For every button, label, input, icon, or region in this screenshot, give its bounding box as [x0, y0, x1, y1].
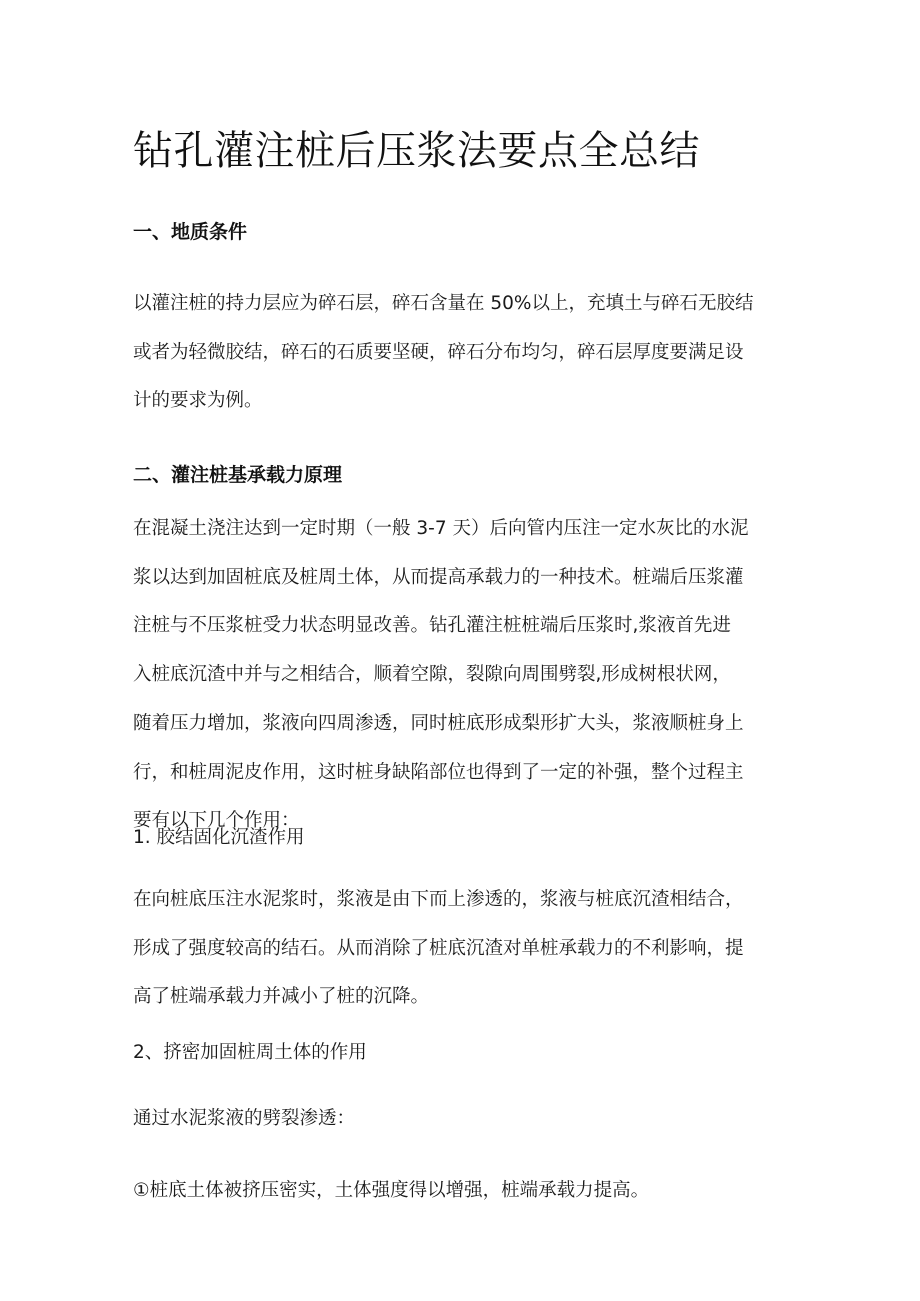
- subheading-cementation: 1. 胶结固化沉渣作用: [133, 827, 305, 848]
- paragraph-line: 在向桩底压注水泥浆时，浆液是由下而上渗透的，浆液与桩底沉渣相结合，: [133, 889, 744, 910]
- subheading-compaction: 2、挤密加固桩周土体的作用: [133, 1042, 367, 1063]
- paragraph-cementation: [133, 876, 813, 1022]
- paragraph-compaction-intro: 通过水泥浆液的劈裂渗透：: [133, 1108, 356, 1129]
- paragraph-line: 随着压力增加，浆液向四周渗透，同时桩底形成梨形扩大头，浆液顺桩身上: [133, 712, 744, 734]
- paragraph-line: 形成了强度较高的结石。从而消除了桩底沉渣对单桩承载力的不利影响，提: [133, 937, 744, 959]
- section-heading-principle: 二、灌注桩基承载力原理: [133, 464, 343, 486]
- paragraph-line: 计的要求为例。: [133, 390, 263, 412]
- paragraph-line: 高了桩端承载力并减小了桩的沉降。: [133, 986, 430, 1008]
- paragraph-line: 入桩底沉渣中并与之相结合，顺着空隙，裂隙向周围劈裂,形成树根状网，: [133, 664, 731, 686]
- paragraph-principle: [133, 505, 813, 846]
- document-title: 钻孔灌注桩后压浆法要点全总结: [133, 128, 700, 174]
- paragraph-line: 注桩与不压浆桩受力状态明显改善。钻孔灌注桩桩端后压浆时,浆液首先进: [133, 615, 731, 637]
- paragraph-geology: [133, 280, 813, 426]
- paragraph-line: 要有以下几个作用：: [133, 810, 300, 832]
- section-heading-geology: 一、地质条件: [133, 221, 248, 243]
- paragraph-line: 浆以达到加固桩底及桩周土体，从而提高承载力的一种技术。桩端后压浆灌: [133, 566, 744, 588]
- paragraph-line: 在混凝土浇注达到一定时期（一般 3-7 天）后向管内压注一定水灰比的水泥: [133, 518, 749, 539]
- paragraph-compaction-point-1: ①桩底土体被挤压密实，土体强度得以增强，桩端承载力提高。: [133, 1180, 650, 1201]
- paragraph-line: 行，和桩周泥皮作用，这时桩身缺陷部位也得到了一定的补强，整个过程主: [133, 761, 744, 783]
- paragraph-line: 以灌注桩的持力层应为碎石层，碎石含量在 50%以上，充填土与碎石无胶结: [133, 293, 754, 314]
- paragraph-line: 或者为轻微胶结，碎石的石质要坚硬，碎石分布均匀，碎石层厚度要满足设: [133, 341, 744, 363]
